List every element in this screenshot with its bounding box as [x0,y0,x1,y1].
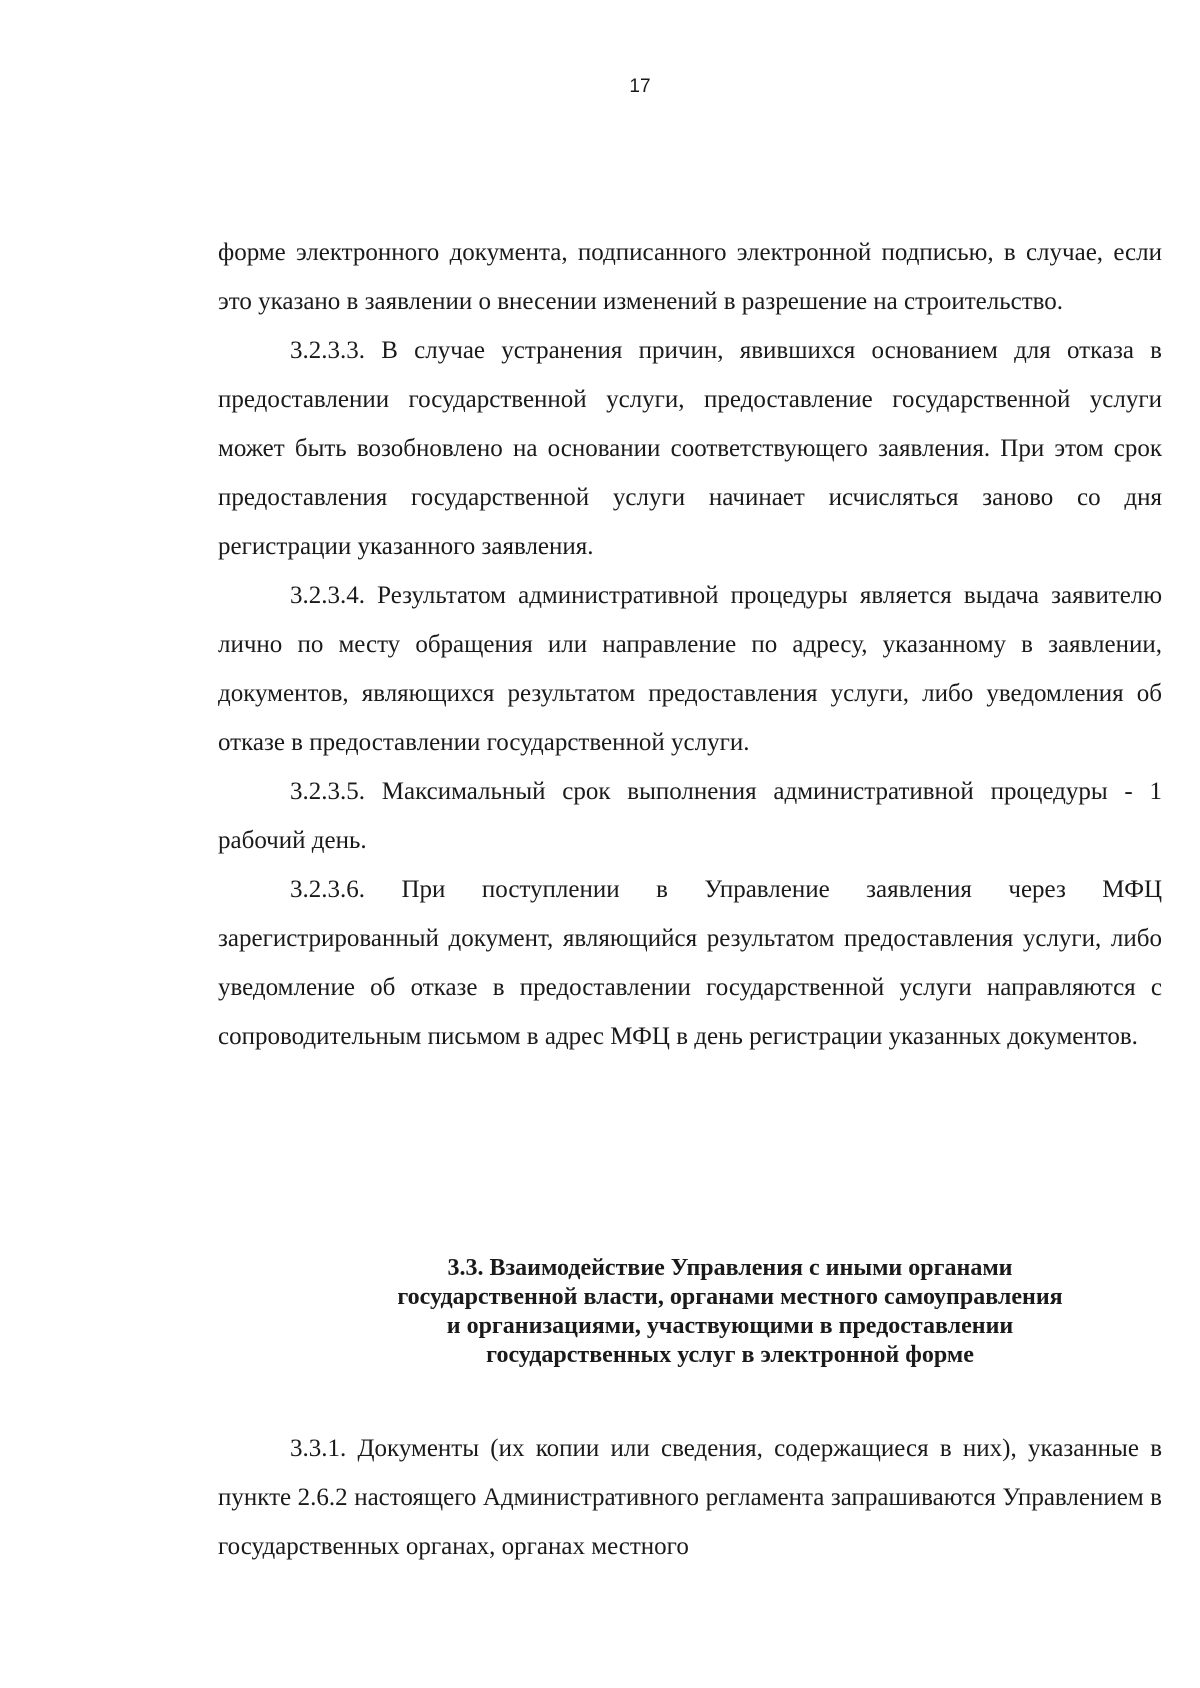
document-body-continued [218,1424,1162,1571]
paragraph-continuation: форме электронного документа, подписанного электронной подписью, в случае, если это указано в заявлении о внесении изменений в разрешение на строительство. [218,239,1162,315]
paragraph-3-2-3-5: 3.2.3.5. Максимальный срок выполнения административной процедуры - 1 рабочий день. [218,778,1162,854]
section-heading-3-3 [218,1254,1162,1370]
section-heading-line: государственных услуг в электронной форме [486,1342,974,1368]
page-number: 17 [629,76,651,97]
section-heading-line: и организациями, участвующими в предоставлении [446,1313,1014,1339]
section-heading-line: государственной власти, органами местного самоуправления [397,1284,1063,1310]
section-heading-line: 3.3. Взаимодействие Управления с иными органами [447,1255,1013,1281]
paragraph-3-3-1: 3.3.1. Документы (их копии или сведения, содержащиеся в них), указанные в пункте 2.6.2 настоящего Административного регламента запрашиваются Управлением в государственных органах, органах местного [218,1435,1162,1560]
paragraph-3-2-3-4: 3.2.3.4. Результатом административной процедуры является выдача заявителю лично по месту обращения или направление по адресу, указанному в заявлении, документов, являющихся результатом предоставления услуги, либо уведомления об отказе в предоставлении государственной услуги. [218,582,1162,756]
paragraph-3-2-3-6: 3.2.3.6. При поступлении в Управление заявления через МФЦ зарегистрированный документ, являющийся результатом предоставления услуги, либо уведомление об отказе в предоставлении государственной услуги направляются с сопроводительным письмом в адрес МФЦ в день регистрации указанных документов. [218,876,1162,1050]
document-body [218,228,1162,1061]
paragraph-3-2-3-3: 3.2.3.3. В случае устранения причин, явившихся основанием для отказа в предоставлении государственной услуги, предоставление государственной услуги может быть возобновлено на основании соответствующего заявления. При этом срок предоставления государственной услуги начинает исчисляться заново со дня регистрации указанного заявления. [218,337,1162,560]
